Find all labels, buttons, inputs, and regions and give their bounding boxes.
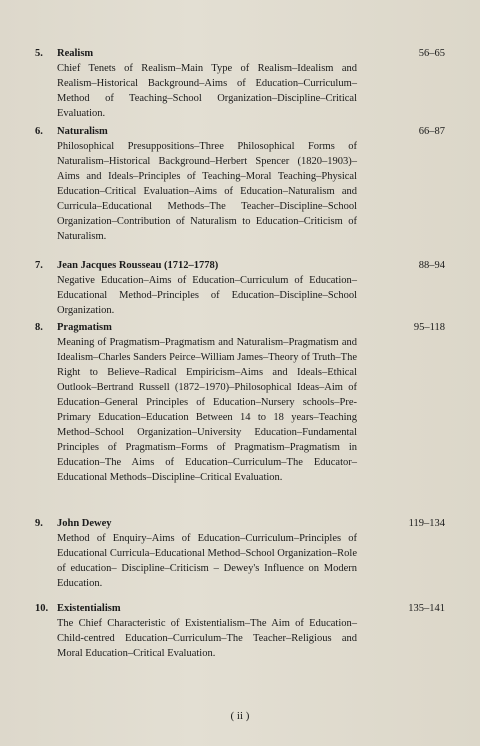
chapter-title: Realism bbox=[57, 48, 94, 59]
chapter-title: John Dewey bbox=[57, 518, 112, 529]
chapter-description: Philosophical Presuppositions–Three Philosophical Forms of Naturalism–Historical Background–Herbert Spencer (1820–1903)–Aims and Ideals–Principles of Teaching–Moral Teaching–Physical Education–Critical Evaluation–Aims of Education–Naturalism and Curricula–Educational Methods–The Teacher–Discipline–School Organization–Contribution of Naturalism to Education–Criticism of Naturalism. bbox=[57, 141, 357, 242]
toc-entry-rousseau bbox=[35, 258, 445, 320]
page-number: ( ii ) bbox=[230, 710, 250, 722]
chapter-description: Method of Enquiry–Aims of Education–Curriculum–Principles of Educational Curricula–Educational Method–School Organization–Role of education– Discipline–Criticism – Dewey's Influence on Modern Education. bbox=[57, 533, 357, 589]
chapter-description: The Chief Characteristic of Existentialism–The Aim of Education– Child-centred Education–Curriculum–The Teacher–Religious and Moral Education–Critical Evaluation. bbox=[57, 618, 357, 659]
page-range: 95–118 bbox=[413, 322, 445, 333]
toc-entry-john-dewey bbox=[35, 516, 445, 596]
chapter-title: Existentialism bbox=[57, 603, 121, 614]
page-range: 66–87 bbox=[418, 126, 445, 137]
toc-entry-realism bbox=[35, 46, 445, 124]
toc-entry-existentialism bbox=[35, 601, 445, 681]
chapter-number: 7. bbox=[35, 260, 43, 271]
chapter-description: Meaning of Pragmatism–Pragmatism and Naturalism–Pragmatism and Idealism–Charles Sanders Peirce–William James–Theory of Truth–The Right to Believe–Radical Empiricism–Aims and Ideals–Ethical Outlook–Bertrand Russell (1872–1970)–Philosophical Ideas–Aim of Education–General Principles of Education–Nursery schools–Pre-Primary Education–Education Between 14 to 18 years–Teaching Method–School Organization–University Education–Fundamental Principles of Pragmatism–Forms of Pragmatism–Pragmatism in Education–The Aims of Education–Curriculum–The Educator– Educational Methods–Discipline–Critical Evaluation. bbox=[57, 337, 357, 483]
chapter-number: 6. bbox=[35, 126, 43, 137]
page-range: 135–141 bbox=[408, 603, 445, 614]
chapter-title: Jean Jacques Rousseau (1712–1778) bbox=[57, 260, 219, 271]
chapter-title: Pragmatism bbox=[57, 322, 112, 333]
chapter-description: Negative Education–Aims of Education–Curriculum of Education– Educational Method–Principles of Education–Discipline–School Organization. bbox=[57, 275, 357, 316]
chapter-title: Naturalism bbox=[57, 126, 108, 137]
chapter-number: 9. bbox=[35, 518, 43, 529]
page-range: 88–94 bbox=[418, 260, 445, 271]
page-range: 56–65 bbox=[418, 48, 445, 59]
chapter-number: 8. bbox=[35, 322, 43, 333]
toc-entry-pragmatism bbox=[35, 320, 445, 516]
chapter-number: 10. bbox=[35, 603, 49, 614]
toc-entry-naturalism bbox=[35, 124, 445, 258]
chapter-description: Chief Tenets of Realism–Main Type of Realism–Idealism and Realism–Historical Background–Aims of Education–Curriculum–Method of Teaching–School Organization–Discipline–Critical Evaluation. bbox=[57, 63, 357, 119]
chapter-number: 5. bbox=[35, 48, 43, 59]
page-range: 119–134 bbox=[408, 518, 445, 529]
